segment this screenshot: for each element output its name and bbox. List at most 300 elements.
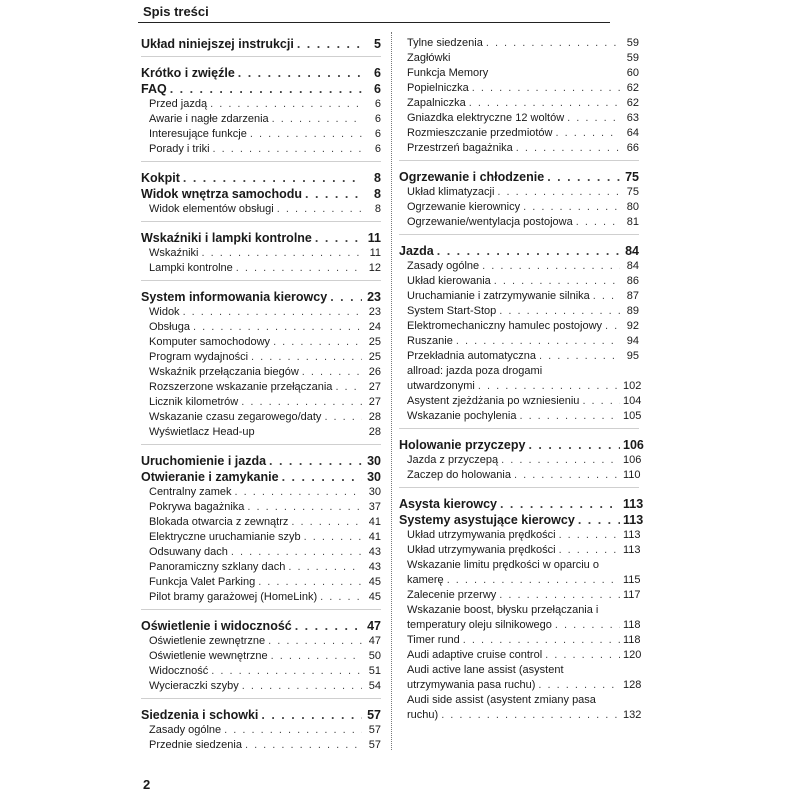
leader-dots: [210, 97, 362, 112]
leader-dots: [277, 202, 362, 217]
toc-section: [141, 698, 381, 757]
toc-entry-title: Program wydajności: [149, 351, 249, 363]
leader-dots: [559, 543, 620, 558]
toc-entry-page: 92: [626, 320, 639, 332]
toc-entry[interactable]: [399, 633, 639, 648]
leader-dots: [261, 707, 362, 723]
toc-chapter-entry[interactable]: [141, 36, 381, 52]
toc-chapter-entry[interactable]: [141, 65, 381, 81]
toc-entry[interactable]: [141, 515, 381, 530]
toc-entry[interactable]: [141, 350, 381, 365]
toc-entry[interactable]: [399, 215, 639, 230]
leader-dots: [271, 649, 362, 664]
leader-dots: [463, 633, 620, 648]
toc-entry-page: 80: [626, 201, 639, 213]
toc-entry-title: Awarie i nagłe zdarzenia: [149, 113, 269, 125]
toc-entry-title: Zasady ogólne: [407, 260, 480, 272]
toc-section: [399, 428, 644, 487]
toc-entry[interactable]: [399, 289, 639, 304]
toc-entry-page: 120: [623, 649, 642, 661]
toc-entry-title: Widok: [149, 306, 180, 318]
toc-entry-page: 110: [623, 469, 641, 481]
toc-entry[interactable]: [399, 349, 639, 364]
toc-entry-page: 81: [626, 216, 639, 228]
toc-chapter-entry[interactable]: [399, 169, 639, 185]
toc-entry-page: 28: [368, 426, 381, 438]
leader-dots: [193, 320, 362, 335]
toc-entry-page: 43: [368, 546, 381, 558]
leader-dots: [269, 453, 362, 469]
toc-entry[interactable]: [141, 679, 381, 694]
toc-entry-title: System Start-Stop: [407, 305, 497, 317]
leader-dots: [514, 468, 620, 483]
toc-entry-title: Panoramiczny szklany dach: [149, 561, 286, 573]
toc-chapter-entry[interactable]: [399, 512, 644, 528]
toc-entry-page: 27: [368, 381, 381, 393]
toc-section: [399, 160, 639, 234]
toc-entry[interactable]: [141, 545, 381, 560]
toc-entry-title: Ruszanie: [407, 335, 453, 347]
toc-entry-page: 25: [368, 336, 381, 348]
toc-entry-title: Wskazanie pochylenia: [407, 410, 517, 422]
toc-entry-page: 24: [368, 321, 381, 333]
toc-entry[interactable]: [399, 573, 639, 588]
toc-entry[interactable]: [141, 380, 381, 395]
toc-entry-page: 8: [374, 187, 381, 201]
toc-entry-page: 28: [368, 411, 381, 423]
toc-entry-title: Audi adaptive cruise control: [407, 649, 543, 661]
toc-chapter-entry[interactable]: [141, 618, 381, 634]
toc-entry-page: 12: [368, 262, 381, 274]
column-divider: [391, 32, 392, 750]
toc-entry[interactable]: [141, 202, 381, 217]
toc-chapter-entry[interactable]: [141, 186, 381, 202]
toc-entry[interactable]: [399, 126, 639, 141]
toc-entry[interactable]: [141, 365, 381, 380]
toc-entry-title: Obsługa: [149, 321, 190, 333]
toc-entry-page: 6: [374, 98, 381, 110]
leader-dots: [482, 259, 620, 274]
toc-entry[interactable]: [399, 453, 642, 468]
toc-entry-title: Przestrzeń bagażnika: [407, 142, 513, 154]
toc-entry[interactable]: [399, 558, 639, 573]
toc-section: [141, 221, 381, 280]
toc-entry-page: 54: [368, 680, 381, 692]
toc-entry-title: Licznik kilometrów: [149, 396, 239, 408]
leader-dots: [335, 380, 362, 395]
toc-entry-page: 6: [374, 66, 381, 80]
toc-chapter-entry[interactable]: [399, 437, 644, 453]
toc-entry-title: Funkcja Memory: [407, 67, 489, 79]
toc-entry[interactable]: [141, 305, 381, 320]
toc-entry[interactable]: [141, 738, 381, 753]
leader-dots: [469, 96, 620, 111]
toc-entry-title: Wskazanie czasu zegarowego/daty: [149, 411, 322, 423]
toc-entry-page: 41: [368, 516, 381, 528]
toc-entry-page: 5: [374, 37, 381, 51]
leader-dots: [500, 496, 620, 512]
toc-entry[interactable]: [399, 304, 639, 319]
leader-dots: [238, 65, 362, 81]
toc-section: [141, 444, 381, 609]
toc-entry-title: Elektryczne uruchamianie szyb: [149, 531, 301, 543]
toc-entry-page: 102: [623, 380, 642, 392]
toc-entry-title: Otwieranie i zamykanie: [141, 470, 279, 484]
toc-entry[interactable]: [141, 335, 381, 350]
leader-dots: [268, 634, 362, 649]
leader-dots: [497, 185, 620, 200]
toc-entry-title: temperatury oleju silnikowego: [407, 619, 552, 631]
toc-entry[interactable]: [141, 500, 381, 515]
toc-entry-page: 11: [367, 231, 381, 245]
leader-dots: [258, 575, 362, 590]
toc-entry-page: 57: [368, 724, 381, 736]
toc-entry-page: 84: [625, 244, 639, 258]
toc-entry-page: 84: [626, 260, 639, 272]
toc-entry-title: Audi side assist (asystent zmiany pasa: [407, 694, 596, 706]
leader-dots: [516, 141, 620, 156]
leader-dots: [236, 261, 362, 276]
toc-entry-title: Kokpit: [141, 171, 180, 185]
leader-dots: [523, 200, 620, 215]
toc-entry[interactable]: [399, 111, 639, 126]
toc-entry-page: 6: [374, 82, 381, 96]
toc-entry-page: 23: [367, 290, 381, 304]
toc-entry-title: Oświetlenie zewnętrzne: [149, 635, 266, 647]
toc-entry-page: 23: [368, 306, 381, 318]
toc-entry-title: Gniazdka elektryczne 12 woltów: [407, 112, 565, 124]
toc-entry-title: Wyświetlacz Head-up: [149, 426, 255, 438]
toc-entry-title: Porady i triki: [149, 143, 210, 155]
toc-entry[interactable]: [399, 528, 639, 543]
toc-entry[interactable]: [399, 81, 639, 96]
toc-entry-title: Wycieraczki szyby: [149, 680, 239, 692]
toc-entry[interactable]: [141, 261, 381, 276]
toc-entry-page: 75: [626, 186, 639, 198]
leader-dots: [235, 485, 362, 500]
leader-dots: [272, 112, 362, 127]
toc-entry-title: Funkcja Valet Parking: [149, 576, 256, 588]
toc-entry[interactable]: [399, 603, 639, 618]
toc-entry[interactable]: [399, 185, 639, 200]
toc-entry[interactable]: [399, 543, 639, 558]
toc-entry[interactable]: [399, 588, 639, 603]
leader-dots: [538, 678, 620, 693]
toc-chapter-entry[interactable]: [141, 230, 381, 246]
leader-dots: [582, 394, 620, 409]
toc-entry[interactable]: [399, 648, 642, 663]
toc-entry[interactable]: [141, 664, 381, 679]
leader-dots: [576, 215, 620, 230]
toc-entry-title: Zasady ogólne: [149, 724, 222, 736]
leader-dots: [250, 127, 362, 142]
toc-entry-page: 104: [623, 395, 642, 407]
toc-entry[interactable]: [141, 590, 381, 605]
toc-entry-page: 43: [368, 561, 381, 573]
toc-entry-title: Widoczność: [149, 665, 209, 677]
toc-entry-title: Pokrywa bagażnika: [149, 501, 245, 513]
toc-entry-title: Układ utrzymywania prędkości: [407, 544, 556, 556]
toc-entry-page: 11: [369, 247, 381, 259]
leader-dots: [441, 708, 620, 723]
toc-entry[interactable]: [399, 141, 639, 156]
toc-entry-title: Holowanie przyczepy: [399, 438, 526, 452]
toc-entry-title: Systemy asystujące kierowcy: [399, 513, 575, 527]
leader-dots: [605, 319, 620, 334]
toc-entry-title: Jazda: [399, 244, 434, 258]
toc-entry-title: Uruchamianie i zatrzymywanie silnika: [407, 290, 590, 302]
toc-entry-title: Wskazanie limitu prędkości w oparciu o: [407, 559, 599, 571]
toc-chapter-entry[interactable]: [141, 81, 381, 97]
toc-entry-page: 128: [623, 679, 642, 691]
toc-entry[interactable]: [399, 36, 639, 51]
leader-dots: [324, 410, 362, 425]
toc-entry[interactable]: [141, 410, 381, 425]
toc-entry-title: Widok elementów obsługi: [149, 203, 274, 215]
toc-section: [141, 161, 381, 221]
toc-entry-title: Ogrzewanie kierownicy: [407, 201, 521, 213]
toc-entry-title: Interesujące funkcje: [149, 128, 247, 140]
toc-entry-title: Centralny zamek: [149, 486, 232, 498]
leader-dots: [211, 664, 362, 679]
toc-entry-title: Przed jazdą: [149, 98, 208, 110]
toc-left-column: [141, 28, 381, 757]
toc-entry-title: utrzymywania pasa ruchu): [407, 679, 536, 691]
toc-entry-page: 64: [626, 127, 639, 139]
toc-entry-title: Widok wnętrza samochodu: [141, 187, 303, 201]
toc-entry[interactable]: [399, 618, 639, 633]
toc-chapter-entry[interactable]: [399, 243, 639, 259]
toc-entry-page: 47: [367, 619, 381, 633]
toc-entry-page: 37: [368, 501, 381, 513]
leader-dots: [247, 500, 362, 515]
leader-dots: [539, 349, 620, 364]
toc-entry-page: 113: [623, 529, 641, 541]
toc-entry-page: 113: [623, 544, 641, 556]
leader-dots: [545, 648, 620, 663]
toc-entry-page: 57: [367, 708, 381, 722]
toc-entry[interactable]: [141, 320, 381, 335]
toc-entry[interactable]: [141, 142, 381, 157]
toc-entry[interactable]: [399, 96, 639, 111]
toc-entry-title: Zapalniczka: [407, 97, 466, 109]
toc-entry[interactable]: [399, 66, 639, 81]
toc-entry-title: Zaczep do holowania: [407, 469, 511, 481]
toc-entry-page: 26: [368, 366, 381, 378]
page-title: Spis treści: [143, 4, 209, 19]
toc-entry-title: Komputer samochodowy: [149, 336, 271, 348]
leader-dots: [288, 560, 362, 575]
toc-entry-page: 8: [374, 203, 381, 215]
leader-dots: [282, 469, 362, 485]
toc-entry-page: 6: [374, 128, 381, 140]
leader-dots: [304, 530, 362, 545]
leader-dots: [213, 142, 362, 157]
toc-entry[interactable]: [141, 425, 381, 440]
toc-entry[interactable]: [141, 395, 381, 410]
toc-entry-title: allroad: jazda poza drogami: [407, 365, 543, 377]
leader-dots: [242, 679, 362, 694]
toc-entry-page: 132: [623, 709, 642, 721]
toc-entry-page: 30: [367, 454, 381, 468]
toc-section: [141, 609, 381, 698]
page-number: 2: [143, 777, 151, 792]
toc-entry[interactable]: [399, 409, 642, 424]
toc-entry-title: Lampki kontrolne: [149, 262, 233, 274]
toc-entry-title: Audi active lane assist (asystent: [407, 664, 564, 676]
toc-chapter-entry[interactable]: [141, 707, 381, 723]
leader-dots: [302, 365, 362, 380]
toc-entry-title: Pilot bramy garażowej (HomeLink): [149, 591, 318, 603]
toc-entry[interactable]: [399, 468, 639, 483]
leader-dots: [501, 453, 620, 468]
toc-entry[interactable]: [399, 663, 639, 678]
toc-entry-title: Układ niniejszej instrukcji: [141, 37, 294, 51]
toc-entry-page: 62: [626, 82, 639, 94]
toc-entry-page: 41: [368, 531, 381, 543]
page-header: [0, 0, 800, 24]
leader-dots: [478, 379, 620, 394]
toc-entry[interactable]: [141, 97, 381, 112]
toc-entry-page: 75: [625, 170, 639, 184]
toc-entry-page: 66: [626, 142, 639, 154]
leader-dots: [559, 528, 620, 543]
toc-entry[interactable]: [399, 379, 642, 394]
toc-entry[interactable]: [399, 394, 642, 409]
toc-entry[interactable]: [141, 560, 381, 575]
toc-entry[interactable]: [141, 649, 381, 664]
toc-entry-title: Wskaźnik przełączania biegów: [149, 366, 299, 378]
toc-entry-title: Elektromechaniczny hamulec postojowy: [407, 320, 603, 332]
toc-chapter-entry[interactable]: [141, 469, 381, 485]
toc-entry-title: Popielniczka: [407, 82, 469, 94]
leader-dots: [486, 36, 620, 51]
leader-dots: [297, 36, 362, 52]
toc-section: [141, 280, 381, 444]
toc-entry-title: Tylne siedzenia: [407, 37, 483, 49]
toc-entry[interactable]: [141, 485, 381, 500]
toc-entry[interactable]: [399, 334, 639, 349]
toc-entry[interactable]: [141, 112, 381, 127]
toc-entry-page: 106: [623, 454, 642, 466]
toc-entry-page: 118: [623, 619, 641, 631]
toc-chapter-entry[interactable]: [141, 170, 381, 186]
toc-chapter-entry[interactable]: [399, 496, 644, 512]
toc-entry-page: 8: [374, 171, 381, 185]
leader-dots: [295, 618, 362, 634]
toc-entry-title: Asysta kierowcy: [399, 497, 497, 511]
toc-entry-page: 113: [623, 513, 644, 527]
header-rule: [138, 22, 610, 23]
toc-entry[interactable]: [141, 246, 381, 261]
toc-entry-title: Układ utrzymywania prędkości: [407, 529, 556, 541]
toc-entry-title: Przekładnia automatyczna: [407, 350, 537, 362]
toc-entry[interactable]: [399, 319, 639, 334]
leader-dots: [224, 723, 362, 738]
toc-entry-title: Odsuwany dach: [149, 546, 228, 558]
toc-entry-title: Zalecenie przerwy: [407, 589, 497, 601]
toc-entry[interactable]: [399, 678, 642, 693]
toc-entry-title: Asystent zjeżdżania po wzniesieniu: [407, 395, 580, 407]
toc-entry[interactable]: [399, 200, 639, 215]
toc-section: [141, 28, 381, 56]
toc-section: [399, 28, 639, 160]
toc-entry[interactable]: [399, 259, 639, 274]
toc-entry-title: FAQ: [141, 82, 167, 96]
leader-dots: [519, 409, 620, 424]
toc-entry-page: 27: [368, 396, 381, 408]
toc-entry-page: 50: [368, 650, 381, 662]
toc-entry-page: 105: [623, 410, 642, 422]
toc-entry[interactable]: [141, 575, 381, 590]
toc-entry[interactable]: [399, 51, 639, 66]
toc-entry-page: 45: [368, 576, 381, 588]
toc-entry-title: Rozmieszczanie przedmiotów: [407, 127, 553, 139]
toc-entry-page: 30: [368, 486, 381, 498]
toc-entry[interactable]: [399, 693, 639, 708]
toc-entry-page: 30: [367, 470, 381, 484]
toc-section: [141, 56, 381, 161]
toc-chapter-entry[interactable]: [141, 453, 381, 469]
leader-dots: [567, 111, 620, 126]
toc-entry-page: 62: [626, 97, 639, 109]
toc-entry-page: 113: [623, 497, 644, 511]
leader-dots: [578, 512, 620, 528]
toc-entry-page: 86: [626, 275, 639, 287]
toc-entry-title: kamerę: [407, 574, 444, 586]
toc-entry[interactable]: [141, 723, 381, 738]
toc-entry-title: Krótko i zwięźle: [141, 66, 235, 80]
toc-entry-title: System informowania kierowcy: [141, 290, 328, 304]
toc-entry-title: ruchu): [407, 709, 439, 721]
toc-entry-title: Jazda z przyczepą: [407, 454, 499, 466]
leader-dots: [315, 230, 362, 246]
toc-entry[interactable]: [399, 364, 639, 379]
leader-dots: [593, 289, 620, 304]
toc-entry-title: Blokada otwarcia z zewnątrz: [149, 516, 289, 528]
toc-entry-page: 118: [623, 634, 641, 646]
toc-entry-page: 60: [626, 67, 639, 79]
toc-entry-title: Oświetlenie i widoczność: [141, 619, 292, 633]
toc-entry[interactable]: [399, 708, 642, 723]
toc-entry[interactable]: [141, 127, 381, 142]
toc-entry-page: 25: [368, 351, 381, 363]
toc-entry-page: 95: [626, 350, 639, 362]
toc-entry[interactable]: [399, 274, 639, 289]
toc-entry-title: Uruchomienie i jazda: [141, 454, 267, 468]
leader-dots: [183, 170, 362, 186]
leader-dots: [528, 437, 620, 453]
leader-dots: [499, 588, 620, 603]
toc-entry[interactable]: [141, 530, 381, 545]
toc-entry-page: 87: [626, 290, 639, 302]
toc-entry-page: 59: [626, 52, 639, 64]
toc-entry-page: 51: [368, 665, 381, 677]
toc-entry-title: Rozszerzone wskazanie przełączania: [149, 381, 333, 393]
toc-entry-title: Wskazanie boost, błysku przełączania i: [407, 604, 599, 616]
toc-entry-title: Przednie siedzenia: [149, 739, 242, 751]
leader-dots: [447, 573, 620, 588]
leader-dots: [472, 81, 620, 96]
toc-chapter-entry[interactable]: [141, 289, 381, 305]
leader-dots: [494, 274, 620, 289]
toc-entry[interactable]: [141, 634, 381, 649]
leader-dots: [556, 126, 621, 141]
toc-entry-page: 59: [626, 37, 639, 49]
leader-dots: [245, 738, 362, 753]
toc-entry-page: 63: [626, 112, 639, 124]
leader-dots: [170, 81, 362, 97]
